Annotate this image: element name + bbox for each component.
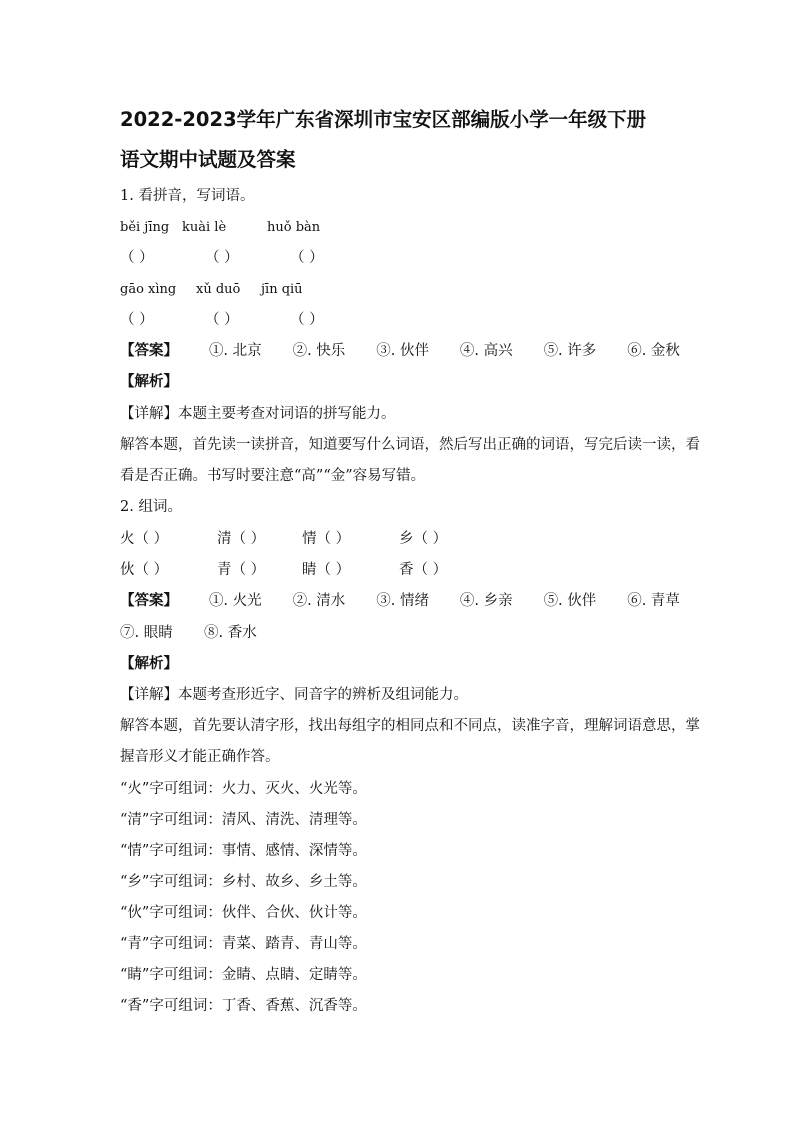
q2-explain-line-2: 握音形义才能正确作答。 <box>120 749 280 765</box>
pinyin: xǔ duō <box>196 282 241 297</box>
q2-stem: 2. 组词。 <box>120 499 182 515</box>
q2-row-2 <box>120 561 680 579</box>
answer-item: ⑤. 许多 <box>543 343 597 359</box>
answer-item: ④. 高兴 <box>459 343 513 359</box>
answer-item: ③. 伙伴 <box>376 343 429 359</box>
q1-explain-line-1: 解答本题，首先读一读拼音，知道要写什么词语，然后写出正确的词语，写完后读一读，看 <box>120 437 700 453</box>
answer-tag: 【答案】 <box>120 592 178 609</box>
char-blank: 乡（ ） <box>399 531 448 547</box>
answer-item: ⑤. 伙伴 <box>543 593 597 609</box>
word-list-item: “情”字可组词：事情、感情、深情等。 <box>120 843 367 859</box>
char-blank: 火（ ） <box>120 531 169 547</box>
pinyin: běi jīng <box>120 220 170 235</box>
word-list-item: “青”字可组词：青菜、踏青、青山等。 <box>120 936 367 952</box>
char-blank: 情（ ） <box>302 531 351 547</box>
q2-row-1 <box>120 530 680 548</box>
q2-answer-row-2 <box>120 624 680 642</box>
answer-tag: 【答案】 <box>120 342 178 359</box>
q2-answer-row-1 <box>120 592 680 610</box>
q1-pinyin-row-1 <box>120 219 680 237</box>
answer-blank: （ ） <box>290 312 324 328</box>
q2-explain-line-1: 解答本题，首先要认清字形，找出每组字的相同点和不同点，读准字音，理解词语意思，掌 <box>120 718 700 734</box>
word-list-item: “伙”字可组词：伙伴、合伙、伙计等。 <box>120 905 367 921</box>
q1-pinyin-row-2 <box>120 281 680 299</box>
answer-blank: （ ） <box>205 312 239 328</box>
answer-item: ④. 乡亲 <box>459 593 513 609</box>
word-list-item: “清”字可组词：清风、清洗、清理等。 <box>120 812 367 828</box>
char-blank: 青（ ） <box>217 562 266 578</box>
answer-item: ①. 北京 <box>208 343 262 359</box>
char-blank: 清（ ） <box>217 531 266 547</box>
answer-item: ⑧. 香水 <box>204 625 257 641</box>
word-list-item: “乡”字可组词：乡村、故乡、乡土等。 <box>120 874 367 890</box>
q1-analysis-tag: 【解析】 <box>120 373 178 390</box>
doc-title-line-1: 2022-2023学年广东省深圳市宝安区部编版小学一年级下册 <box>120 108 647 131</box>
answer-item: ③. 情绪 <box>376 593 429 609</box>
word-list-item: “火”字可组词：火力、灭火、火光等。 <box>120 781 367 797</box>
q2-detail: 【详解】本题考查形近字、同音字的辨析及组词能力。 <box>120 687 468 703</box>
char-blank: 睛（ ） <box>302 562 351 578</box>
answer-item: ②. 清水 <box>292 593 346 609</box>
q1-answer-row <box>120 342 680 360</box>
q1-explain-line-2: 看是否正确。书写时要注意“高”“金”容易写错。 <box>120 468 426 484</box>
answer-blank: （ ） <box>205 250 239 266</box>
pinyin: jīn qiū <box>261 282 303 297</box>
doc-title-line-2: 语文期中试题及答案 <box>120 148 296 171</box>
word-list-item: “睛”字可组词：金睛、点睛、定睛等。 <box>120 967 367 983</box>
answer-item: ⑥. 金秋 <box>627 343 680 359</box>
q1-blank-row-1 <box>120 249 680 267</box>
q2-analysis-tag: 【解析】 <box>120 655 178 672</box>
q1-stem: 1. 看拼音，写词语。 <box>120 188 255 204</box>
answer-item: ①. 火光 <box>208 593 262 609</box>
char-blank: 伙（ ） <box>120 562 169 578</box>
pinyin: gāo xìng <box>120 282 177 297</box>
word-list-item: “香”字可组词：丁香、香蕉、沉香等。 <box>120 998 367 1014</box>
answer-item: ②. 快乐 <box>292 343 346 359</box>
answer-blank: （ ） <box>120 312 154 328</box>
char-blank: 香（ ） <box>399 562 448 578</box>
pinyin: kuài lè <box>182 220 227 235</box>
pinyin: huǒ bàn <box>267 220 321 235</box>
q1-detail: 【详解】本题主要考查对词语的拼写能力。 <box>120 406 396 422</box>
q1-blank-row-2 <box>120 311 680 329</box>
answer-item: ⑥. 青草 <box>627 593 680 609</box>
answer-item: ⑦. 眼睛 <box>120 625 173 641</box>
answer-blank: （ ） <box>120 250 154 266</box>
answer-blank: （ ） <box>290 250 324 266</box>
